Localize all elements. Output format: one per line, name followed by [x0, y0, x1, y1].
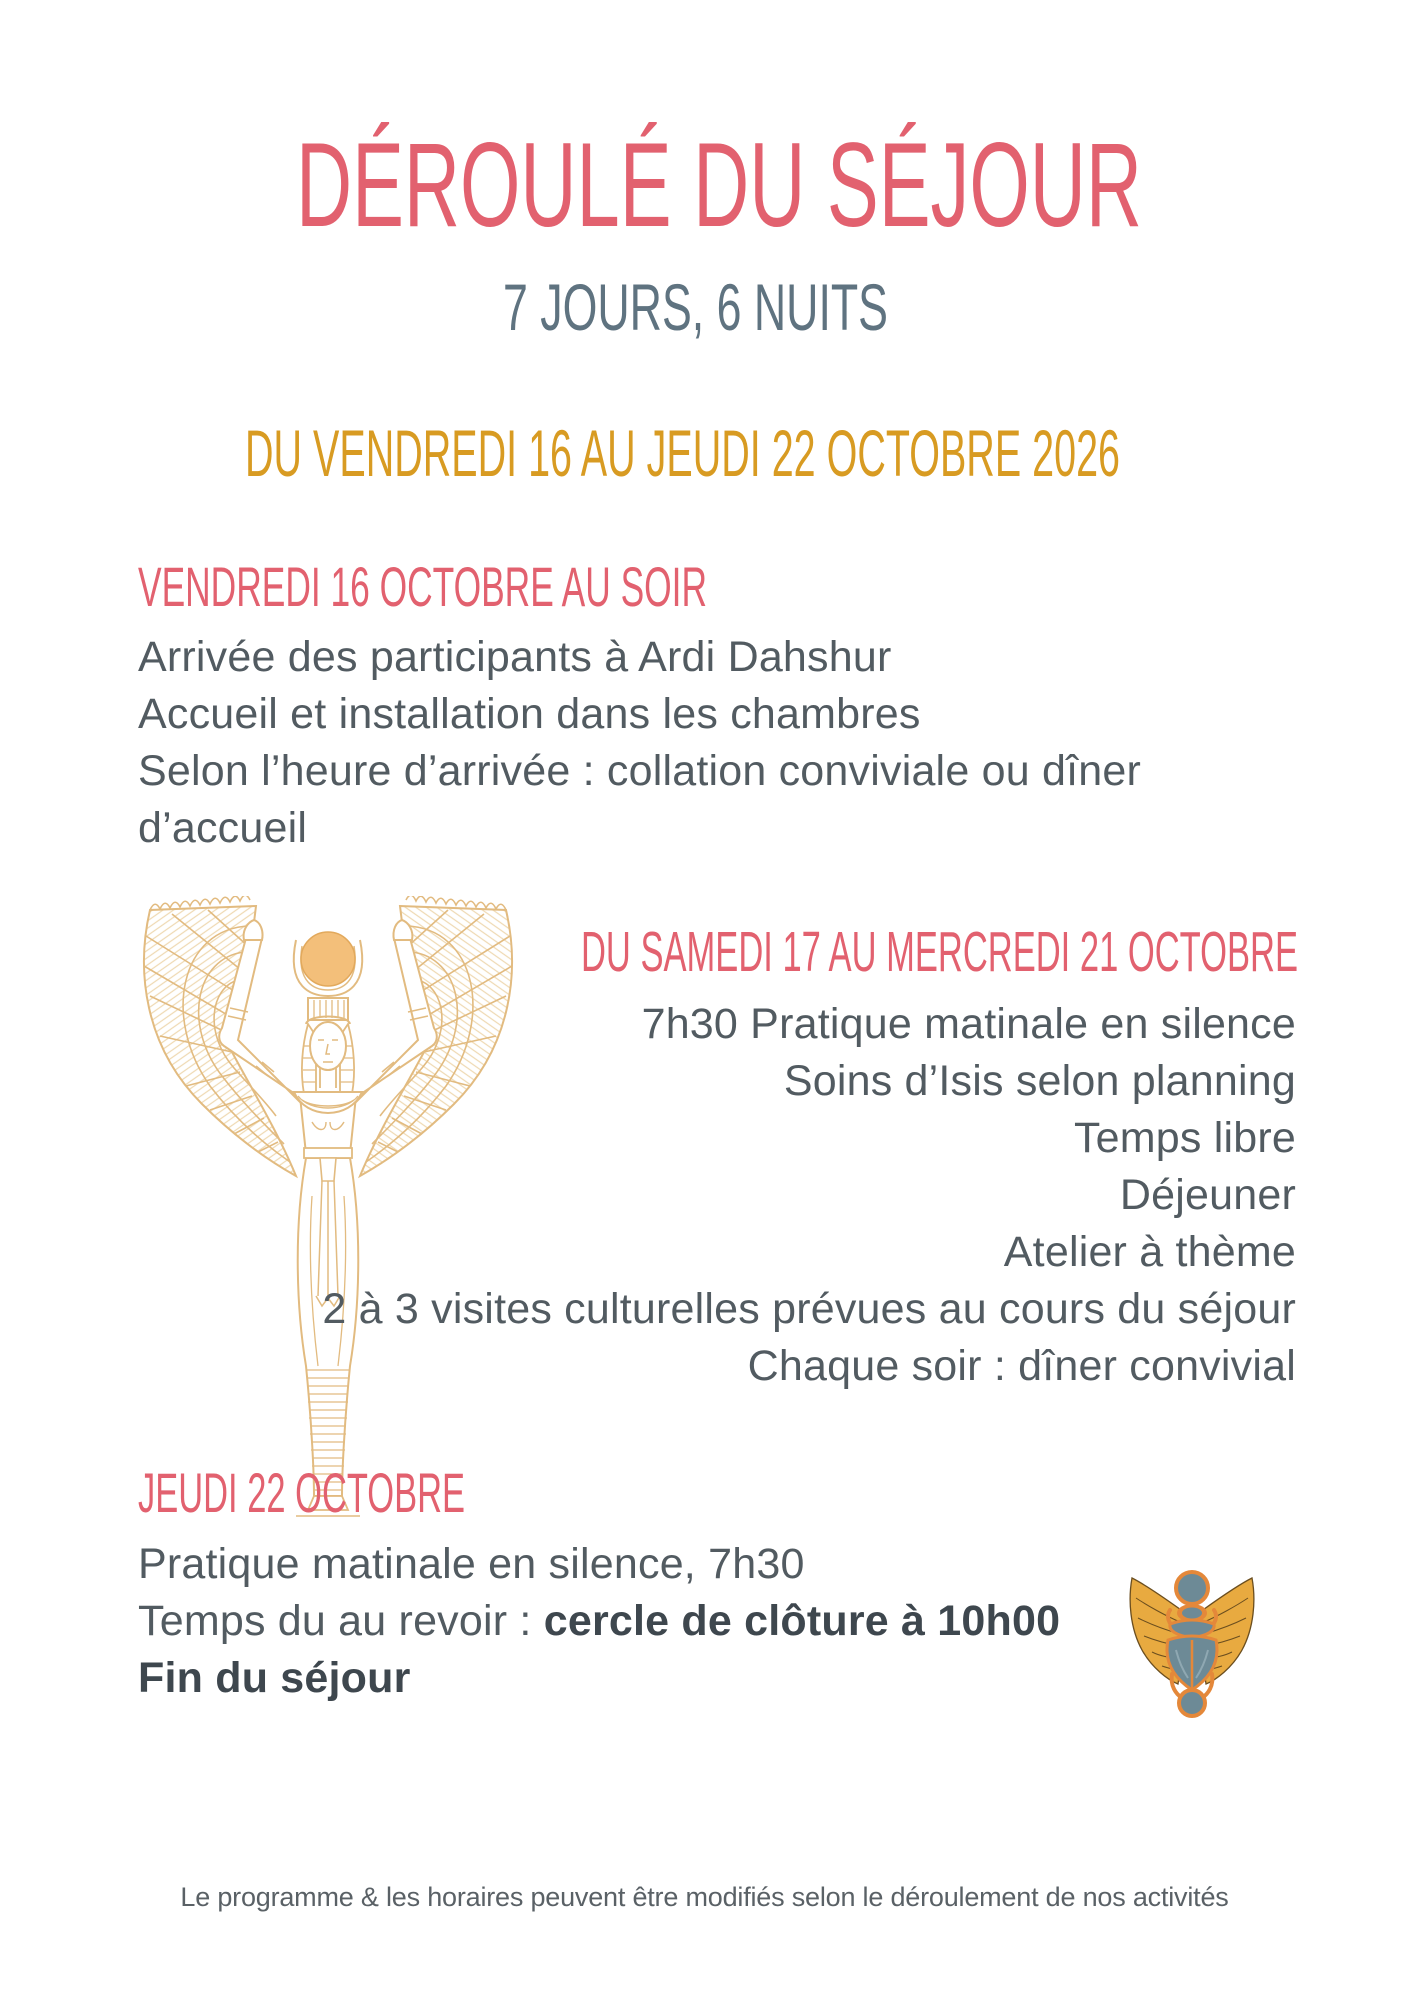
section-heading-friday [133, 545, 712, 620]
section-heading-text: JEUDI 22 OCTOBRE [138, 1461, 465, 1524]
section-friday-body [138, 629, 1141, 857]
schedule-line: Chaque soir : dîner convivial [747, 1342, 1296, 1390]
section-heading-text: DU SAMEDI 17 AU MERCREDI 21 OCTOBRE [581, 920, 1298, 984]
schedule-line: Arrivée des participants à Ardi Dahshur [138, 633, 892, 681]
date-range [240, 405, 1125, 495]
closing-circle-time: cercle de clôture à 10h00 [543, 1597, 1061, 1645]
duration-subtitle [498, 260, 893, 350]
duration-subtitle-text: 7 JOURS, 6 NUITS [503, 270, 888, 344]
schedule-line: Atelier à thème [1003, 1228, 1296, 1276]
section-heading-thursday [133, 1451, 470, 1526]
schedule-line: Déjeuner [1119, 1171, 1296, 1219]
schedule-line: Temps libre [1073, 1114, 1296, 1162]
footer-disclaimer: Le programme & les horaires peuvent être modifiés selon le déroulement de nos activités [180, 1882, 1229, 1912]
schedule-line-text: Temps du au revoir : [138, 1597, 544, 1645]
schedule-line [138, 1593, 1060, 1650]
page-title [291, 100, 1147, 252]
page-title-text: DÉROULÉ DU SÉJOUR [296, 118, 1142, 252]
schedule-line: Selon l’heure d’arrivée : collation conviviale ou dîner [138, 747, 1141, 795]
section-week-body [300, 996, 1296, 1395]
schedule-line [138, 1536, 1060, 1593]
schedule-line: Accueil et installation dans les chambres [138, 690, 921, 738]
schedule-line: d’accueil [138, 804, 308, 852]
section-heading-week [576, 910, 1303, 985]
schedule-line: Soins d’Isis selon planning [783, 1057, 1296, 1105]
winged-scarab-icon [1126, 1566, 1258, 1720]
schedule-line [138, 1650, 1060, 1707]
section-heading-text: VENDREDI 16 OCTOBRE AU SOIR [138, 555, 707, 618]
section-thursday-body [138, 1536, 1060, 1707]
date-range-text: DU VENDREDI 16 AU JEUDI 22 OCTOBRE 2026 [245, 416, 1120, 490]
schedule-line: 2 à 3 visites culturelles prévues au cours du séjour [322, 1285, 1296, 1333]
end-of-stay: Fin du séjour [138, 1654, 411, 1702]
schedule-line: 7h30 Pratique matinale en silence [641, 1000, 1296, 1048]
schedule-line-text: Pratique matinale en silence, 7h30 [138, 1540, 805, 1588]
